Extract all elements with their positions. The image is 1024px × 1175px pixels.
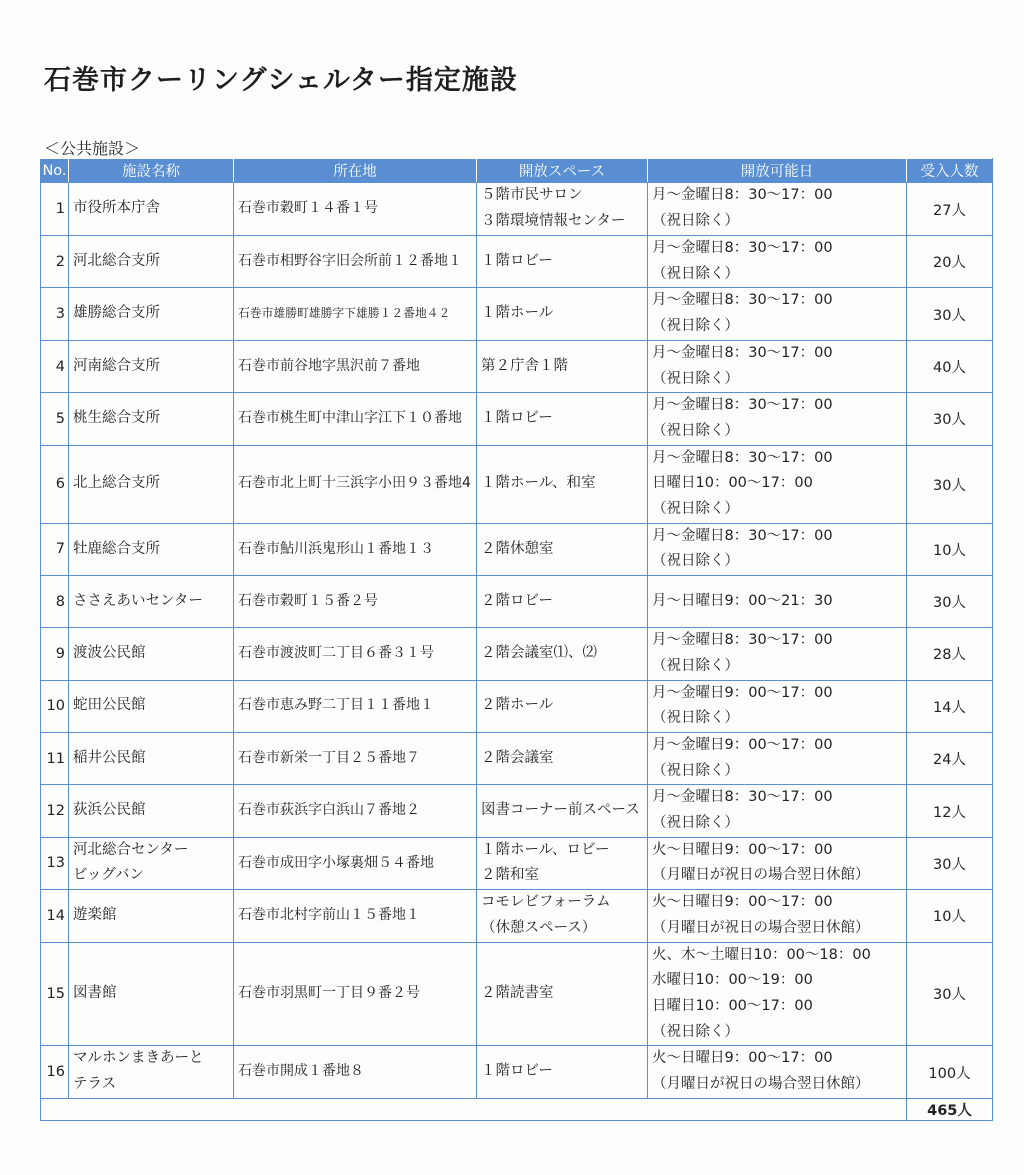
open-space-line: １階ロビー bbox=[481, 252, 553, 269]
open-days-line: 日曜日10：00～17：00 bbox=[652, 997, 813, 1014]
table-row bbox=[41, 183, 993, 236]
facility-name bbox=[69, 340, 234, 392]
facility-address-text: 石巻市北上町十三浜字小田９３番地4 bbox=[238, 475, 471, 492]
facility-name bbox=[69, 236, 234, 288]
facility-address bbox=[234, 942, 477, 1046]
facility-table bbox=[40, 158, 993, 1121]
facility-name-line: 雄勝総合支所 bbox=[73, 305, 160, 322]
open-space-line: ２階和室 bbox=[481, 867, 539, 884]
open-days bbox=[648, 288, 907, 340]
open-space bbox=[477, 523, 648, 575]
table-row bbox=[41, 785, 993, 837]
open-days-line: 月～金曜日8：30～17：00 bbox=[652, 397, 833, 414]
row-number: 3 bbox=[41, 288, 69, 340]
open-days-line: 火～日曜日9：00～17：00 bbox=[652, 894, 833, 911]
facility-address bbox=[234, 445, 477, 523]
open-days-line: （祝日除く） bbox=[652, 422, 739, 439]
facility-address-text: 石巻市渡波町二丁目６番３１号 bbox=[238, 644, 434, 661]
row-number: 8 bbox=[41, 576, 69, 628]
page-title: 石巻市クーリングシェルター指定施設 bbox=[44, 65, 518, 96]
facility-name bbox=[69, 890, 234, 942]
section-label: ＜公共施設＞ bbox=[44, 139, 141, 158]
facility-address-text: 石巻市穀町１４番１号 bbox=[238, 200, 378, 217]
facility-address bbox=[234, 890, 477, 942]
open-space bbox=[477, 942, 648, 1046]
facility-address bbox=[234, 523, 477, 575]
facility-name bbox=[69, 183, 234, 236]
row-number: 6 bbox=[41, 445, 69, 523]
table-row bbox=[41, 890, 993, 942]
facility-name bbox=[69, 680, 234, 732]
facility-name-line: 遊楽館 bbox=[73, 907, 117, 924]
open-days bbox=[648, 785, 907, 837]
open-space-line: ５階市民サロン bbox=[481, 187, 583, 204]
open-days bbox=[648, 183, 907, 236]
open-space bbox=[477, 288, 648, 340]
open-days-line: 月～金曜日8：30～17：00 bbox=[652, 240, 833, 256]
table-row bbox=[41, 393, 993, 445]
facility-name-line: 渡波公民館 bbox=[73, 644, 146, 661]
row-number: 15 bbox=[41, 942, 69, 1046]
row-number: 9 bbox=[41, 628, 69, 680]
open-days-line: 月～金曜日8：30～17：00 bbox=[652, 292, 833, 309]
open-days-line: 水曜日10：00～19：00 bbox=[652, 972, 813, 989]
facility-address bbox=[234, 837, 477, 889]
facility-name bbox=[69, 732, 234, 784]
open-space-line: ２階ロビー bbox=[481, 592, 553, 609]
open-days-line: 月～日曜日9：00～21：30 bbox=[652, 592, 833, 609]
open-space bbox=[477, 837, 648, 889]
capacity: 100人 bbox=[907, 1046, 993, 1098]
facility-address bbox=[234, 732, 477, 784]
facility-name-line: 蛇田公民館 bbox=[73, 697, 146, 714]
open-space-line: ２階会議室⑴、⑵ bbox=[481, 644, 597, 661]
facility-name-line: マルホンまきあーと bbox=[73, 1050, 204, 1067]
capacity: 12人 bbox=[907, 785, 993, 837]
open-days bbox=[648, 576, 907, 628]
table-row bbox=[41, 288, 993, 340]
capacity: 10人 bbox=[907, 890, 993, 942]
facility-address bbox=[234, 393, 477, 445]
facility-address-text: 石巻市開成１番地８ bbox=[238, 1063, 364, 1080]
open-days-line: （祝日除く） bbox=[652, 265, 739, 282]
facility-name bbox=[69, 393, 234, 445]
capacity: 30人 bbox=[907, 393, 993, 445]
open-days-line: （祝日除く） bbox=[652, 501, 739, 518]
facility-name bbox=[69, 1046, 234, 1098]
facility-address bbox=[234, 628, 477, 680]
capacity: 30人 bbox=[907, 288, 993, 340]
open-days-line: （祝日除く） bbox=[652, 370, 739, 387]
open-days bbox=[648, 680, 907, 732]
open-days-line: 月～金曜日9：00～17：00 bbox=[652, 736, 833, 753]
table-row bbox=[41, 340, 993, 392]
open-space bbox=[477, 732, 648, 784]
col-header-no: No. bbox=[41, 159, 69, 183]
open-days-line: （月曜日が祝日の場合翌日休館） bbox=[652, 867, 870, 884]
row-number: 1 bbox=[41, 183, 69, 236]
facility-address bbox=[234, 340, 477, 392]
open-days-line: 火～日曜日9：00～17：00 bbox=[652, 841, 833, 858]
open-days-line: 月～金曜日8：30～17：00 bbox=[652, 527, 833, 544]
facility-address bbox=[234, 1046, 477, 1098]
open-space-line: コモレビフォーラム bbox=[481, 894, 611, 911]
facility-name bbox=[69, 445, 234, 523]
table-row bbox=[41, 523, 993, 575]
facility-name-line: 市役所本庁舎 bbox=[73, 200, 160, 217]
row-number: 10 bbox=[41, 680, 69, 732]
capacity: 40人 bbox=[907, 340, 993, 392]
facility-address-text: 石巻市穀町１５番２号 bbox=[238, 592, 378, 609]
table-row bbox=[41, 628, 993, 680]
table-header-row bbox=[41, 159, 993, 183]
facility-name-line: 桃生総合支所 bbox=[73, 410, 160, 427]
open-space-line: ２階ホール bbox=[481, 697, 554, 714]
capacity: 30人 bbox=[907, 942, 993, 1046]
table-row bbox=[41, 680, 993, 732]
open-space-line: ３階環境情報センター bbox=[481, 213, 626, 229]
facility-name-line: 北上総合支所 bbox=[73, 475, 160, 492]
facility-address-text: 石巻市鮎川浜鬼形山１番地１３ bbox=[238, 540, 434, 557]
facility-name-line: 荻浜公民館 bbox=[73, 802, 146, 819]
facility-address-text: 石巻市羽黒町一丁目９番２号 bbox=[238, 985, 420, 1002]
open-space-line: ２階会議室 bbox=[481, 749, 554, 766]
open-space bbox=[477, 445, 648, 523]
facility-address-text: 石巻市新栄一丁目２５番地７ bbox=[238, 749, 420, 766]
table-body bbox=[41, 183, 993, 1099]
facility-name-line: ビッグバン bbox=[73, 867, 145, 884]
open-space-line: １階ロビー bbox=[481, 410, 553, 427]
open-space bbox=[477, 628, 648, 680]
open-space-line: １階ロビー bbox=[481, 1063, 553, 1080]
facility-name bbox=[69, 785, 234, 837]
facility-address-text: 石巻市恵み野二丁目１１番地１ bbox=[238, 697, 434, 714]
open-space-line: ２階休憩室 bbox=[481, 540, 554, 557]
facility-address-text: 石巻市前谷地字黒沢前７番地 bbox=[238, 357, 420, 374]
open-space-line: 第２庁舎１階 bbox=[481, 357, 568, 374]
open-days-line: 月～金曜日8：30～17：00 bbox=[652, 187, 833, 204]
facility-name-line: 河南総合支所 bbox=[73, 357, 160, 374]
open-days-line: （祝日除く） bbox=[652, 762, 739, 779]
facility-address bbox=[234, 288, 477, 340]
open-days-line: 月～金曜日9：00～17：00 bbox=[652, 684, 833, 701]
open-days bbox=[648, 1046, 907, 1098]
table-row bbox=[41, 942, 993, 1046]
open-days-line: 日曜日10：00～17：00 bbox=[652, 475, 813, 492]
open-space bbox=[477, 1046, 648, 1098]
open-space-line: １階ホール bbox=[481, 305, 554, 322]
open-space bbox=[477, 680, 648, 732]
facility-name bbox=[69, 628, 234, 680]
facility-address bbox=[234, 236, 477, 288]
facility-address bbox=[234, 680, 477, 732]
open-days-line: （祝日除く） bbox=[652, 553, 739, 570]
facility-address-text: 石巻市桃生町中津山字江下１０番地 bbox=[238, 410, 462, 427]
table-row bbox=[41, 445, 993, 523]
open-days-line: 月～金曜日8：30～17：00 bbox=[652, 789, 833, 806]
table-row bbox=[41, 236, 993, 288]
open-space-line: １階ホール、ロビー bbox=[481, 841, 610, 858]
open-days-line: （祝日除く） bbox=[652, 657, 739, 674]
facility-name bbox=[69, 523, 234, 575]
open-space bbox=[477, 785, 648, 837]
open-space-line: 図書コーナー前スペース bbox=[481, 802, 640, 819]
facility-name bbox=[69, 942, 234, 1046]
open-days bbox=[648, 732, 907, 784]
col-header-days: 開放可能日 bbox=[648, 159, 907, 183]
capacity: 28人 bbox=[907, 628, 993, 680]
row-number: 13 bbox=[41, 837, 69, 889]
open-days-line: （祝日除く） bbox=[652, 815, 739, 832]
row-number: 16 bbox=[41, 1046, 69, 1098]
capacity: 27人 bbox=[907, 183, 993, 236]
open-space bbox=[477, 890, 648, 942]
table-row bbox=[41, 732, 993, 784]
capacity: 30人 bbox=[907, 837, 993, 889]
capacity: 10人 bbox=[907, 523, 993, 575]
open-space bbox=[477, 576, 648, 628]
open-space bbox=[477, 236, 648, 288]
open-days bbox=[648, 890, 907, 942]
facility-name-line: ささえあいセンター bbox=[73, 592, 203, 609]
facility-name-line: 河北総合支所 bbox=[73, 252, 160, 269]
open-days-line: 月～金曜日8：30～17：00 bbox=[652, 344, 833, 361]
facility-name-line: 稲井公民館 bbox=[73, 749, 146, 766]
row-number: 4 bbox=[41, 340, 69, 392]
capacity: 20人 bbox=[907, 236, 993, 288]
open-days bbox=[648, 445, 907, 523]
open-days bbox=[648, 942, 907, 1046]
facility-address-text: 石巻市雄勝町雄勝字下雄勝１２番地４２ bbox=[238, 306, 451, 321]
total-capacity: 465人 bbox=[907, 1098, 993, 1120]
col-header-capacity: 受入人数 bbox=[907, 159, 993, 183]
facility-address bbox=[234, 785, 477, 837]
capacity: 30人 bbox=[907, 445, 993, 523]
open-space-line: ２階読書室 bbox=[481, 985, 554, 1002]
open-days-line: 月～金曜日8：30～17：00 bbox=[652, 632, 833, 649]
row-number: 7 bbox=[41, 523, 69, 575]
facility-address-text: 石巻市相野谷字旧会所前１２番地１ bbox=[238, 252, 462, 269]
row-number: 14 bbox=[41, 890, 69, 942]
capacity: 24人 bbox=[907, 732, 993, 784]
open-space bbox=[477, 393, 648, 445]
facility-name-line: 牡鹿総合支所 bbox=[73, 540, 160, 557]
open-days-line: （祝日除く） bbox=[652, 710, 739, 727]
total-row bbox=[41, 1098, 993, 1120]
open-space bbox=[477, 183, 648, 236]
open-days bbox=[648, 837, 907, 889]
open-days-line: 月～金曜日8：30～17：00 bbox=[652, 449, 833, 466]
capacity: 30人 bbox=[907, 576, 993, 628]
facility-name bbox=[69, 288, 234, 340]
open-days bbox=[648, 393, 907, 445]
open-days-line: 火、木～土曜日10：00～18：00 bbox=[652, 946, 871, 963]
open-days-line: （月曜日が祝日の場合翌日休館） bbox=[652, 1076, 870, 1093]
open-days bbox=[648, 523, 907, 575]
row-number: 11 bbox=[41, 732, 69, 784]
open-space bbox=[477, 340, 648, 392]
facility-address bbox=[234, 576, 477, 628]
col-header-address: 所在地 bbox=[234, 159, 477, 183]
capacity: 14人 bbox=[907, 680, 993, 732]
facility-name-line: 河北総合センター bbox=[73, 841, 189, 858]
open-days bbox=[648, 340, 907, 392]
col-header-space: 開放スペース bbox=[477, 159, 648, 183]
facility-name bbox=[69, 576, 234, 628]
facility-address bbox=[234, 183, 477, 236]
facility-name bbox=[69, 837, 234, 889]
facility-address-text: 石巻市北村字前山１５番地１ bbox=[238, 907, 420, 924]
open-days bbox=[648, 236, 907, 288]
facility-address-text: 石巻市荻浜字白浜山７番地２ bbox=[238, 802, 420, 819]
open-days-line: 火～日曜日9：00～17：00 bbox=[652, 1050, 833, 1067]
row-number: 2 bbox=[41, 236, 69, 288]
row-number: 5 bbox=[41, 393, 69, 445]
facility-name-line: 図書館 bbox=[73, 985, 117, 1002]
open-days-line: （月曜日が祝日の場合翌日休館） bbox=[652, 919, 870, 936]
open-space-line: １階ホール、和室 bbox=[481, 475, 596, 492]
open-days-line: （祝日除く） bbox=[652, 213, 739, 229]
table-row bbox=[41, 837, 993, 889]
col-header-name: 施設名称 bbox=[69, 159, 234, 183]
open-space-line: （休憩スペース） bbox=[481, 919, 597, 936]
open-days-line: （祝日除く） bbox=[652, 318, 739, 335]
open-days bbox=[648, 628, 907, 680]
row-number: 12 bbox=[41, 785, 69, 837]
open-days-line: （祝日除く） bbox=[652, 1023, 739, 1040]
table-row bbox=[41, 576, 993, 628]
facility-address-text: 石巻市成田字小塚裏畑５４番地 bbox=[238, 854, 434, 871]
table-row bbox=[41, 1046, 993, 1098]
facility-name-line: テラス bbox=[73, 1076, 117, 1093]
total-spacer bbox=[41, 1098, 907, 1120]
